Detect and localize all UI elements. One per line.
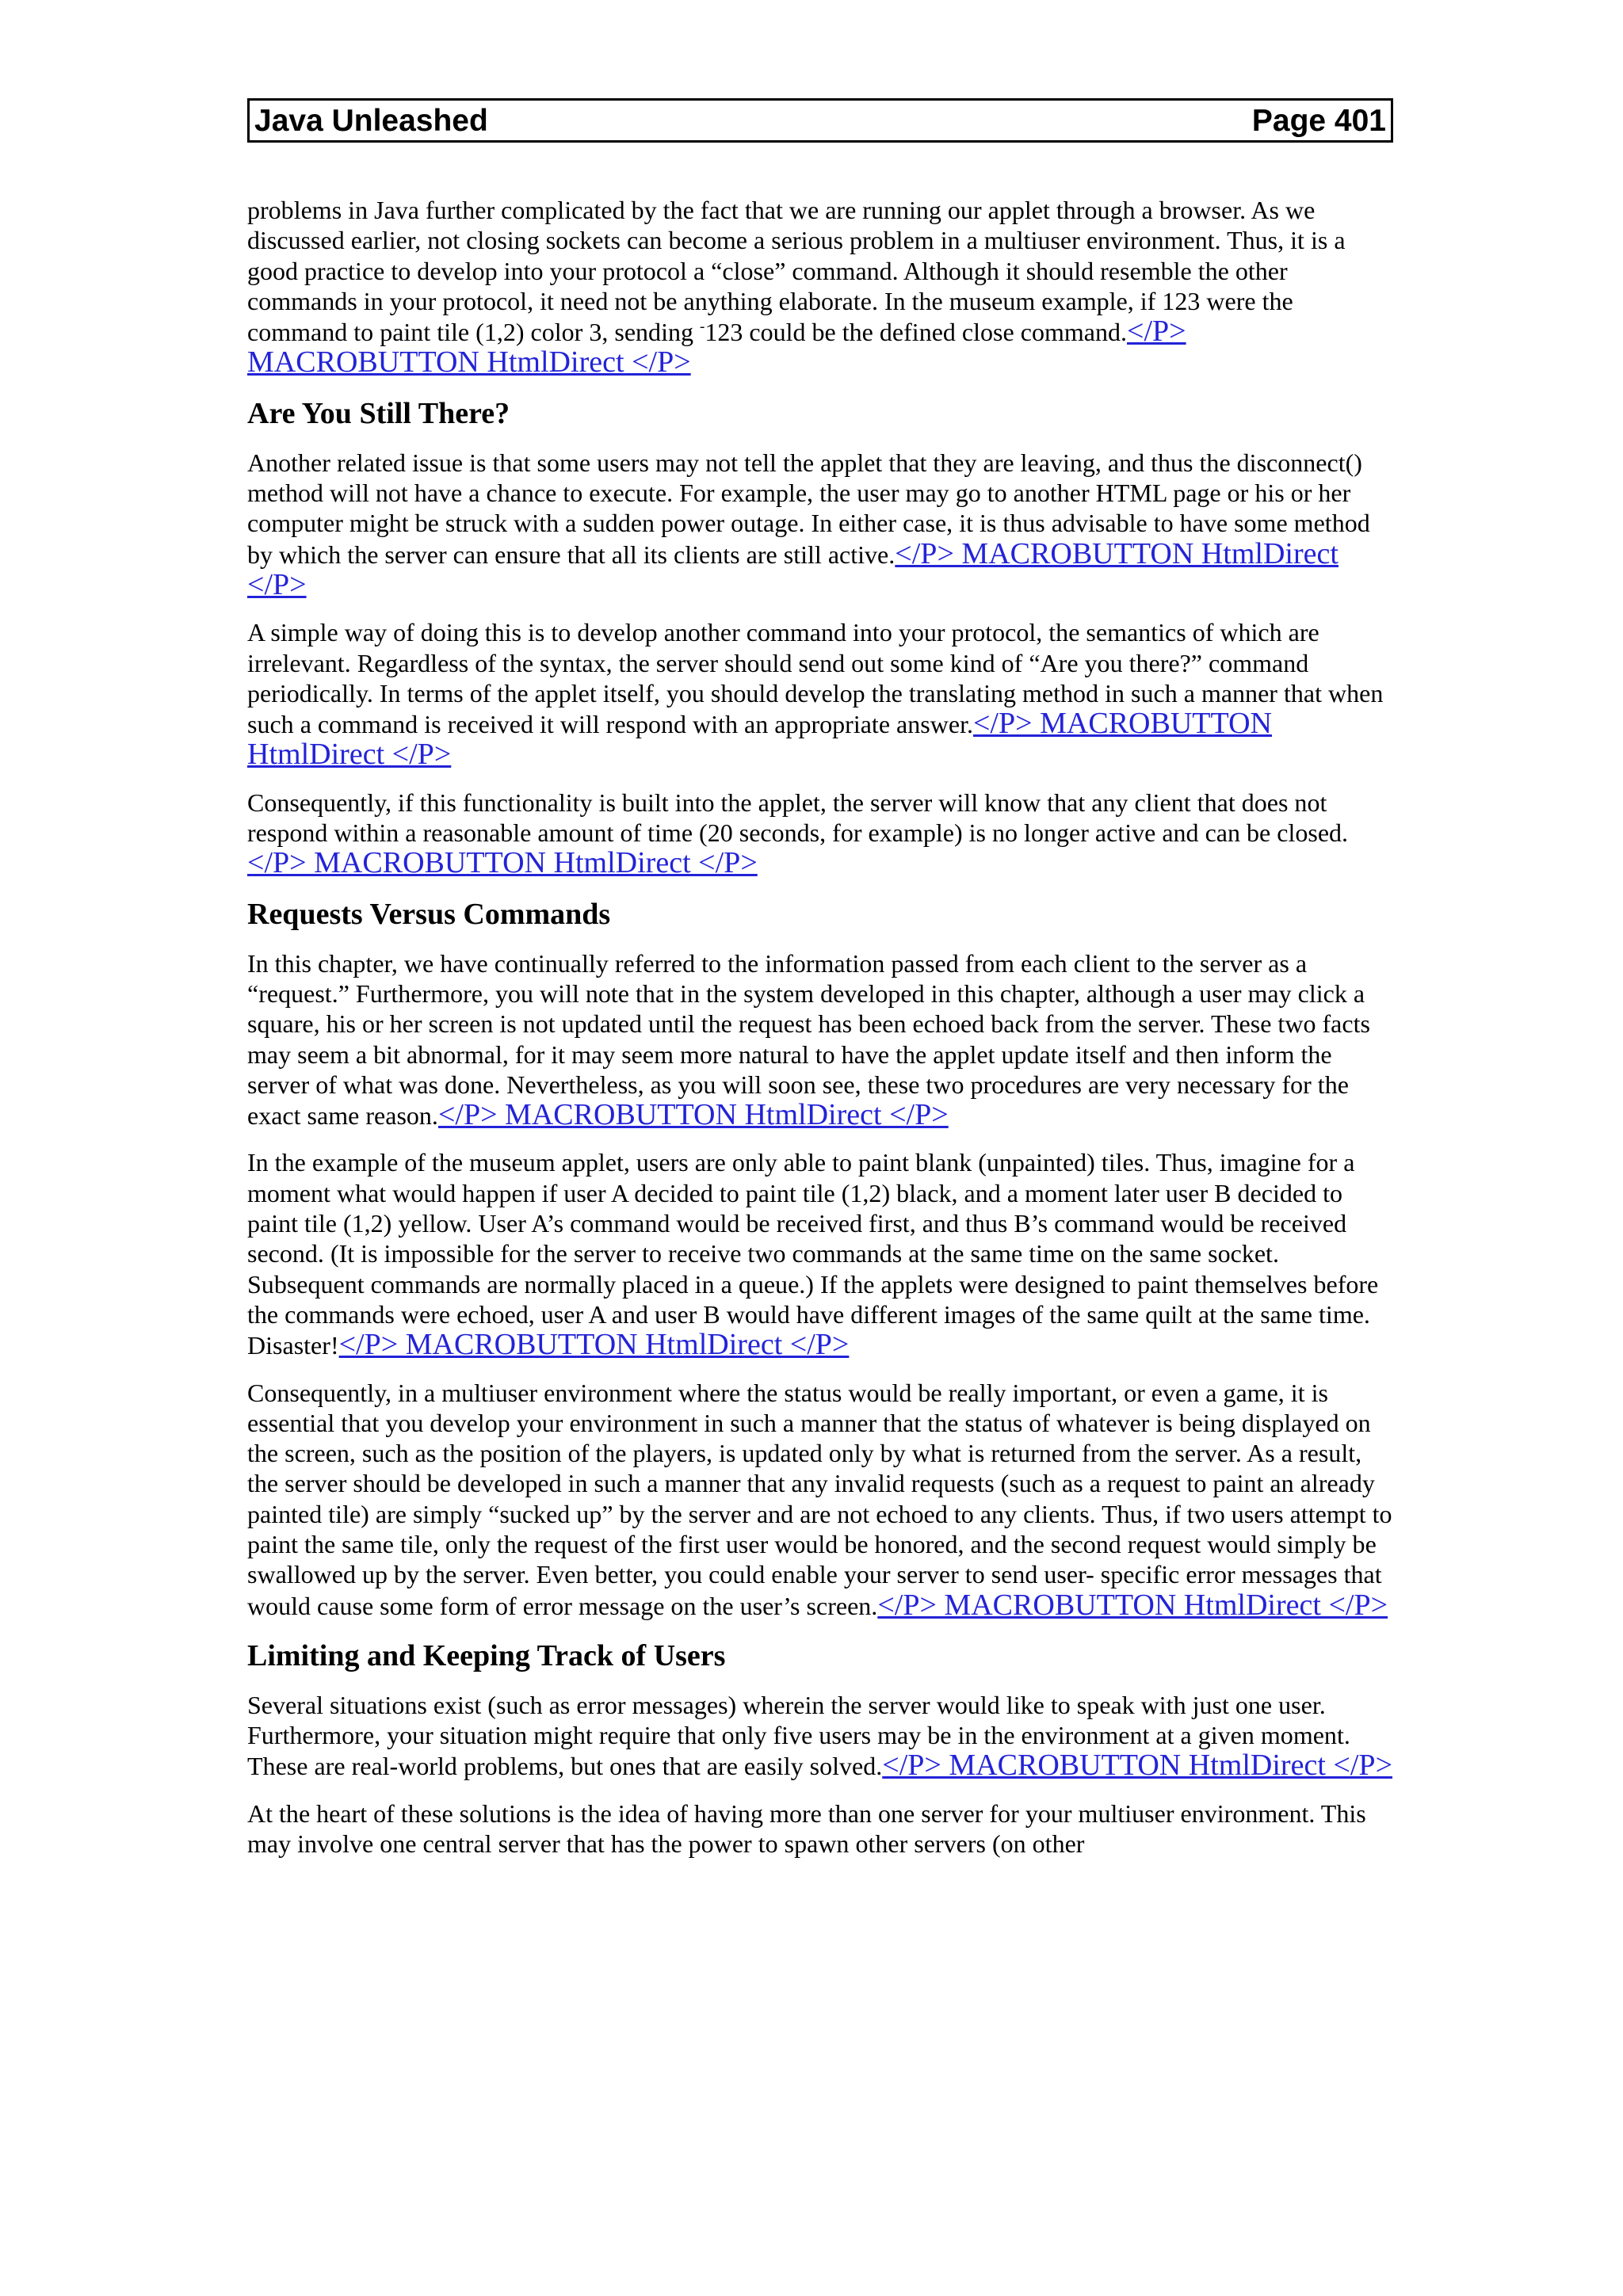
- section-heading: Are You Still There?: [247, 396, 510, 430]
- macrobutton-link[interactable]: </P> MACROBUTTON HtmlDirect </P>: [247, 707, 1272, 772]
- paragraph: A simple way of doing this is to develop another command into your protocol, the semantics of which are irrelevant. Regardless of the syntax, the server should send out some kind of “Are you there?” command periodically. In terms of the applet itself, you should develop the translating method in such a manner that when such a command is received it will respond with an appropriate answer.</P> MACROBUTTON HtmlDirect </P>: [247, 618, 1384, 772]
- macrobutton-link[interactable]: </P> MACROBUTTON HtmlDirect </P>: [437, 1098, 949, 1132]
- paragraph: Consequently, in a multiuser environment where the status would be really important, or even a game, it is essential that you develop your environment in such a manner that the status of whatever is being displayed on the screen, such as the position of the players, is updated only by what is returned from the server. As a result, the server should be developed in such a manner that any invalid requests (such as a request to paint an already painted tile) are simply “sucked up” by the server and are not echoed to any clients. Thus, if two users attempt to paint the same tile, only the request of the first user would be honored, and the second request would simply be swallowed up by the server. Even better, you could enable your server to send user- specific error messages that would cause some form of error message on the user’s screen.</P> MACROBUTTON HtmlDirect </P>: [247, 1378, 1392, 1622]
- page-number: Page 401: [1251, 103, 1386, 138]
- document-page: [247, 98, 1393, 1875]
- macrobutton-link[interactable]: </P> MACROBUTTON HtmlDirect </P>: [877, 1588, 1388, 1622]
- page-content: [247, 195, 1393, 1859]
- minus-sign: -: [700, 318, 705, 336]
- macrobutton-link[interactable]: </P> MACROBUTTON HtmlDirect </P>: [882, 1749, 1393, 1783]
- paragraph: problems in Java further complicated by the fact that we are running our applet through a browser. As we discussed earlier, not closing sockets can become a serious problem in a multiuser environment. Thus, it is a good practice to develop into your protocol a “close” command. Although it should resemble the other commands in your protocol, it need not be anything elaborate. In the museum example, if 123 were the command to paint tile (1,2) color 3, sending -123 could be the defined close command.</P> MACROBUTTON HtmlDirect </P>: [247, 196, 1346, 379]
- paragraph: In the example of the museum applet, users are only able to paint blank (unpainted) tiles. Thus, imagine for a moment what would happen if user A decided to paint tile (1,2) black, and a moment later user B decided to paint tile (1,2) yellow. User A’s command would be received first, and thus B’s command would be received second. (It is impossible for the server to receive two commands at the same time on the same socket. Subsequent commands are normally placed in a queue.) If the applets were designed to paint themselves before the commands were echoed, user A and user B would have different images of the same quilt at the same time. Disaster!</P> MACROBUTTON HtmlDirect </P>: [247, 1148, 1379, 1362]
- paragraph: Several situations exist (such as error messages) wherein the server would like to speak with just one user. Furthermore, your situation might require that only five users may be in the environment at a given moment. These are real-world problems, but ones that are easily solved.</P> MACROBUTTON HtmlDirect </P>: [247, 1690, 1393, 1783]
- macrobutton-link[interactable]: </P> MACROBUTTON HtmlDirect </P>: [247, 536, 1338, 601]
- macrobutton-link[interactable]: </P> MACROBUTTON HtmlDirect </P>: [338, 1328, 850, 1362]
- section-heading: Requests Versus Commands: [247, 897, 611, 931]
- page-header: [247, 98, 1393, 143]
- book-title: Java Unleashed: [254, 103, 488, 138]
- macrobutton-link[interactable]: </P> MACROBUTTON HtmlDirect </P>: [247, 846, 758, 880]
- macrobutton-link[interactable]: </P> MACROBUTTON HtmlDirect </P>: [247, 315, 1186, 379]
- section-heading: Limiting and Keeping Track of Users: [247, 1638, 726, 1672]
- paragraph: Consequently, if this functionality is built into the applet, the server will know that any client that does not respond within a reasonable amount of time (20 seconds, for example) is no longer active and can be closed.</P> MACROBUTTON HtmlDirect </P>: [247, 788, 1349, 880]
- paragraph: At the heart of these solutions is the idea of having more than one server for your multiuser environment. This may involve one central server that has the power to spawn other servers (on other: [247, 1798, 1366, 1859]
- paragraph: In this chapter, we have continually referred to the information passed from each client to the server as a “request.” Furthermore, you will note that in the system developed in this chapter, although a user may click a square, his or her screen is not updated until the request has been echoed back from the server. These two facts may seem a bit abnormal, for it may seem more natural to have the applet update itself and then inform the server of what was done. Nevertheless, as you will soon see, these two procedures are very necessary for the exact same reason.</P> MACROBUTTON HtmlDirect </P>: [247, 948, 1370, 1132]
- paragraph: Another related issue is that some users may not tell the applet that they are leaving, and thus the disconnect() method will not have a chance to execute. For example, the user may go to another HTML page or his or her computer might be struck with a sudden power outage. In either case, it is thus advisable to have some method by which the server can ensure that all its clients are still active.</P> MACROBUTTON HtmlDirect </P>: [247, 448, 1370, 601]
